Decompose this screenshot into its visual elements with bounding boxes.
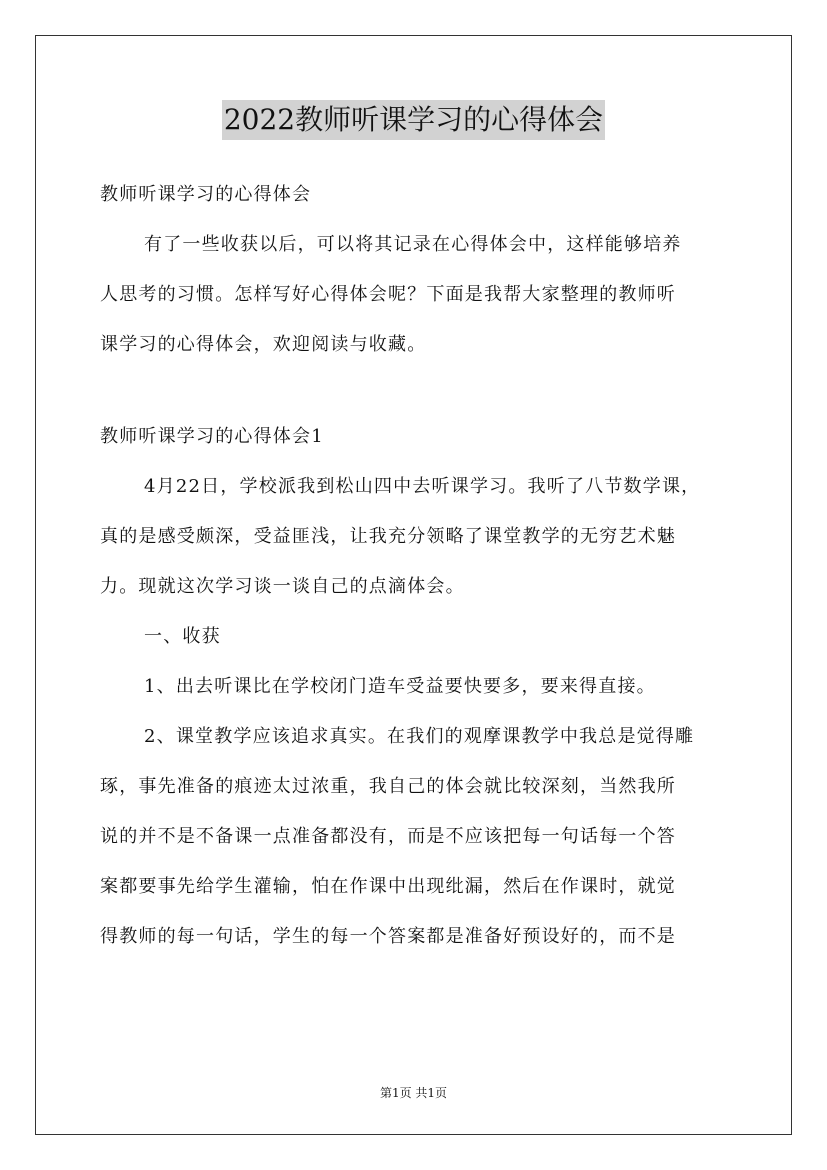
paragraph-line: 力。现就这次学习谈一谈自己的点滴体会。: [100, 576, 465, 597]
intro-line: 课学习的心得体会，欢迎阅读与收藏。: [100, 334, 427, 355]
paragraph-line: 真的是感受颇深，受益匪浅，让我充分领略了课堂教学的无穷艺术魅: [100, 526, 676, 547]
document-title: 2022教师听课学习的心得体会: [222, 100, 605, 140]
title-wrap: [0, 100, 827, 140]
list-item-1: 1、出去听课比在学校闭门造车受益要快要多，要来得直接。: [144, 676, 656, 697]
section-heading: 教师听课学习的心得体会1: [100, 426, 324, 447]
spacer: [100, 370, 728, 412]
intro-line: 有了一些收获以后，可以将其记录在心得体会中，这样能够培养: [144, 234, 682, 255]
list-item-2-line: 得教师的每一句话，学生的每一个答案都是准备好预设好的，而不是: [100, 926, 676, 947]
intro-line: 人思考的习惯。怎样写好心得体会呢？下面是我帮大家整理的教师听: [100, 284, 676, 305]
page-footer: 第1页 共1页: [379, 1086, 448, 1100]
list-item-2-line: 琢，事先准备的痕迹太过浓重，我自己的体会就比较深刻，当然我所: [100, 776, 676, 797]
list-item-2-line: 说的并不是不备课一点准备都没有，而是不应该把每一句话每一个答: [100, 826, 676, 847]
subtitle: 教师听课学习的心得体会: [100, 184, 312, 205]
list-item-2-line: 2、课堂教学应该追求真实。在我们的观摩课教学中我总是觉得雕: [144, 726, 695, 747]
document-body: [100, 170, 728, 962]
list-item-2-line: 案都要事先给学生灌输，怕在作课中出现纰漏，然后在作课时，就觉: [100, 876, 676, 897]
list-heading: 一、收获: [144, 626, 221, 647]
paragraph-line: 4月22日，学校派我到松山四中去听课学习。我听了八节数学课，: [144, 476, 701, 497]
